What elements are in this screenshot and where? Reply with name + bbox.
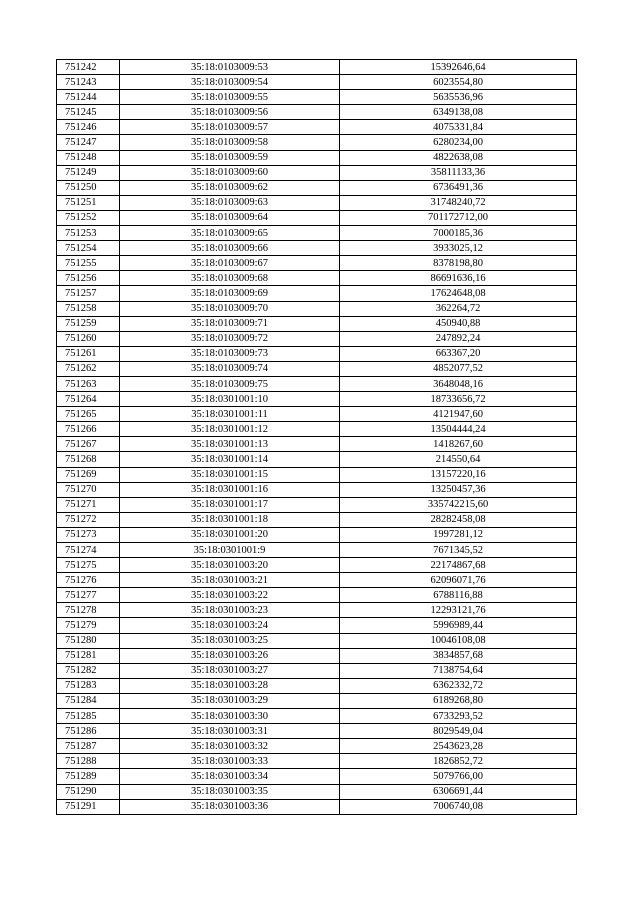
row-number-cell: 751252 [57, 210, 120, 225]
table-row [57, 588, 577, 603]
cadastral-number-cell: 35:18:0301001:16 [120, 482, 340, 497]
value-cell: 12293121,76 [340, 603, 577, 618]
table-row [57, 316, 577, 331]
value-cell: 1997281,12 [340, 527, 577, 542]
row-number-cell: 751271 [57, 497, 120, 512]
row-number-cell: 751270 [57, 482, 120, 497]
value-cell: 6280234,00 [340, 135, 577, 150]
cadastral-number-cell: 35:18:0103009:70 [120, 301, 340, 316]
cadastral-number-cell: 35:18:0103009:57 [120, 120, 340, 135]
table-row [57, 271, 577, 286]
table-body [57, 60, 577, 815]
table-row [57, 210, 577, 225]
value-cell: 1826852,72 [340, 754, 577, 769]
row-number-cell: 751253 [57, 226, 120, 241]
row-number-cell: 751285 [57, 709, 120, 724]
value-cell: 8378198,80 [340, 256, 577, 271]
cadastral-number-cell: 35:18:0301003:20 [120, 558, 340, 573]
value-cell: 362264,72 [340, 301, 577, 316]
row-number-cell: 751251 [57, 195, 120, 210]
table-row [57, 286, 577, 301]
row-number-cell: 751269 [57, 467, 120, 482]
row-number-cell: 751247 [57, 135, 120, 150]
cadastral-number-cell: 35:18:0103009:68 [120, 271, 340, 286]
cadastral-number-cell: 35:18:0301003:29 [120, 693, 340, 708]
table-row [57, 799, 577, 814]
cadastral-number-cell: 35:18:0301003:27 [120, 663, 340, 678]
row-number-cell: 751258 [57, 301, 120, 316]
table-row [57, 195, 577, 210]
cadastral-number-cell: 35:18:0301003:36 [120, 799, 340, 814]
row-number-cell: 751288 [57, 754, 120, 769]
row-number-cell: 751284 [57, 693, 120, 708]
value-cell: 7138754,64 [340, 663, 577, 678]
table-row [57, 739, 577, 754]
cadastral-number-cell: 35:18:0301001:11 [120, 407, 340, 422]
cadastral-number-cell: 35:18:0103009:54 [120, 75, 340, 90]
row-number-cell: 751281 [57, 648, 120, 663]
row-number-cell: 751256 [57, 271, 120, 286]
value-cell: 35811133,36 [340, 165, 577, 180]
value-cell: 86691636,16 [340, 271, 577, 286]
cadastral-number-cell: 35:18:0103009:60 [120, 165, 340, 180]
row-number-cell: 751273 [57, 527, 120, 542]
table-row [57, 648, 577, 663]
cadastral-number-cell: 35:18:0103009:59 [120, 150, 340, 165]
row-number-cell: 751264 [57, 392, 120, 407]
value-cell: 6023554,80 [340, 75, 577, 90]
table-row [57, 150, 577, 165]
cadastral-number-cell: 35:18:0301003:21 [120, 573, 340, 588]
cadastral-number-cell: 35:18:0103009:67 [120, 256, 340, 271]
value-cell: 17624648,08 [340, 286, 577, 301]
cadastral-number-cell: 35:18:0103009:58 [120, 135, 340, 150]
cadastral-number-cell: 35:18:0301003:31 [120, 724, 340, 739]
table-row [57, 663, 577, 678]
value-cell: 18733656,72 [340, 392, 577, 407]
table-row [57, 754, 577, 769]
cadastral-number-cell: 35:18:0103009:73 [120, 346, 340, 361]
row-number-cell: 751262 [57, 361, 120, 376]
table-row [57, 90, 577, 105]
table-row [57, 376, 577, 391]
row-number-cell: 751255 [57, 256, 120, 271]
row-number-cell: 751274 [57, 543, 120, 558]
cadastral-number-cell: 35:18:0301001:10 [120, 392, 340, 407]
row-number-cell: 751243 [57, 75, 120, 90]
cadastral-number-cell: 35:18:0301003:28 [120, 678, 340, 693]
table-row [57, 769, 577, 784]
cadastral-number-cell: 35:18:0301003:34 [120, 769, 340, 784]
table-row [57, 346, 577, 361]
table-row [57, 482, 577, 497]
cadastral-number-cell: 35:18:0103009:71 [120, 316, 340, 331]
value-cell: 4852077,52 [340, 361, 577, 376]
table-row [57, 724, 577, 739]
value-cell: 6349138,08 [340, 105, 577, 120]
value-cell: 13250457,36 [340, 482, 577, 497]
cadastral-number-cell: 35:18:0301003:24 [120, 618, 340, 633]
cadastral-number-cell: 35:18:0301001:17 [120, 497, 340, 512]
row-number-cell: 751259 [57, 316, 120, 331]
table-row [57, 543, 577, 558]
value-cell: 6788116,88 [340, 588, 577, 603]
value-cell: 3933025,12 [340, 241, 577, 256]
cadastral-number-cell: 35:18:0103009:55 [120, 90, 340, 105]
cadastral-number-cell: 35:18:0103009:65 [120, 226, 340, 241]
value-cell: 2543623,28 [340, 739, 577, 754]
row-number-cell: 751282 [57, 663, 120, 678]
row-number-cell: 751266 [57, 422, 120, 437]
table-row [57, 558, 577, 573]
row-number-cell: 751245 [57, 105, 120, 120]
cadastral-number-cell: 35:18:0301003:22 [120, 588, 340, 603]
row-number-cell: 751278 [57, 603, 120, 618]
table-row [57, 256, 577, 271]
value-cell: 335742215,60 [340, 497, 577, 512]
cadastral-number-cell: 35:18:0301003:25 [120, 633, 340, 648]
value-cell: 62096071,76 [340, 573, 577, 588]
cadastral-number-cell: 35:18:0103009:64 [120, 210, 340, 225]
table-row [57, 633, 577, 648]
value-cell: 5996989,44 [340, 618, 577, 633]
row-number-cell: 751287 [57, 739, 120, 754]
table-row [57, 165, 577, 180]
row-number-cell: 751248 [57, 150, 120, 165]
row-number-cell: 751267 [57, 437, 120, 452]
table-row [57, 331, 577, 346]
value-cell: 701172712,00 [340, 210, 577, 225]
cadastral-number-cell: 35:18:0301001:15 [120, 467, 340, 482]
table-row [57, 361, 577, 376]
table-row [57, 437, 577, 452]
value-cell: 450940,88 [340, 316, 577, 331]
row-number-cell: 751249 [57, 165, 120, 180]
table-row [57, 618, 577, 633]
row-number-cell: 751246 [57, 120, 120, 135]
row-number-cell: 751257 [57, 286, 120, 301]
row-number-cell: 751261 [57, 346, 120, 361]
row-number-cell: 751280 [57, 633, 120, 648]
row-number-cell: 751283 [57, 678, 120, 693]
row-number-cell: 751289 [57, 769, 120, 784]
value-cell: 1418267,60 [340, 437, 577, 452]
row-number-cell: 751286 [57, 724, 120, 739]
cadastral-number-cell: 35:18:0103009:63 [120, 195, 340, 210]
value-cell: 7671345,52 [340, 543, 577, 558]
table-row [57, 407, 577, 422]
value-cell: 3834857,68 [340, 648, 577, 663]
cadastral-number-cell: 35:18:0301001:18 [120, 512, 340, 527]
value-cell: 6189268,80 [340, 693, 577, 708]
cadastral-number-cell: 35:18:0103009:53 [120, 60, 340, 75]
table-row [57, 392, 577, 407]
row-number-cell: 751290 [57, 784, 120, 799]
cadastral-number-cell: 35:18:0103009:75 [120, 376, 340, 391]
value-cell: 6362332,72 [340, 678, 577, 693]
cadastral-number-cell: 35:18:0103009:69 [120, 286, 340, 301]
value-cell: 28282458,08 [340, 512, 577, 527]
row-number-cell: 751272 [57, 512, 120, 527]
row-number-cell: 751277 [57, 588, 120, 603]
value-cell: 5079766,00 [340, 769, 577, 784]
table-row [57, 135, 577, 150]
table-row [57, 527, 577, 542]
table-row [57, 467, 577, 482]
value-cell: 4075331,84 [340, 120, 577, 135]
cadastral-number-cell: 35:18:0301003:26 [120, 648, 340, 663]
cadastral-number-cell: 35:18:0301001:12 [120, 422, 340, 437]
value-cell: 22174867,68 [340, 558, 577, 573]
table-row [57, 241, 577, 256]
value-cell: 6733293,52 [340, 709, 577, 724]
table-row [57, 105, 577, 120]
table-row [57, 452, 577, 467]
cadastral-number-cell: 35:18:0103009:56 [120, 105, 340, 120]
table-row [57, 603, 577, 618]
value-cell: 10046108,08 [340, 633, 577, 648]
row-number-cell: 751254 [57, 241, 120, 256]
table-row [57, 226, 577, 241]
row-number-cell: 751275 [57, 558, 120, 573]
row-number-cell: 751242 [57, 60, 120, 75]
table-row [57, 180, 577, 195]
table-row [57, 75, 577, 90]
row-number-cell: 751250 [57, 180, 120, 195]
cadastral-number-cell: 35:18:0301001:13 [120, 437, 340, 452]
cadastral-number-cell: 35:18:0301001:9 [120, 543, 340, 558]
table-row [57, 120, 577, 135]
value-cell: 6736491,36 [340, 180, 577, 195]
table-row [57, 709, 577, 724]
table-row [57, 422, 577, 437]
value-cell: 13157220,16 [340, 467, 577, 482]
value-cell: 214550,64 [340, 452, 577, 467]
row-number-cell: 751279 [57, 618, 120, 633]
value-cell: 31748240,72 [340, 195, 577, 210]
row-number-cell: 751276 [57, 573, 120, 588]
table-row [57, 573, 577, 588]
row-number-cell: 751260 [57, 331, 120, 346]
table-row [57, 301, 577, 316]
value-cell: 8029549,04 [340, 724, 577, 739]
row-number-cell: 751263 [57, 376, 120, 391]
cadastral-value-table [56, 59, 577, 815]
table-row [57, 678, 577, 693]
table-row [57, 784, 577, 799]
value-cell: 6306691,44 [340, 784, 577, 799]
value-cell: 7006740,08 [340, 799, 577, 814]
cadastral-number-cell: 35:18:0301003:35 [120, 784, 340, 799]
table-row [57, 60, 577, 75]
cadastral-number-cell: 35:18:0301003:30 [120, 709, 340, 724]
value-cell: 247892,24 [340, 331, 577, 346]
value-cell: 13504444,24 [340, 422, 577, 437]
table-row [57, 693, 577, 708]
value-cell: 15392646,64 [340, 60, 577, 75]
table-row [57, 497, 577, 512]
cadastral-number-cell: 35:18:0301001:14 [120, 452, 340, 467]
cadastral-number-cell: 35:18:0103009:66 [120, 241, 340, 256]
cadastral-number-cell: 35:18:0301003:33 [120, 754, 340, 769]
row-number-cell: 751244 [57, 90, 120, 105]
table-row [57, 512, 577, 527]
row-number-cell: 751268 [57, 452, 120, 467]
value-cell: 4121947,60 [340, 407, 577, 422]
cadastral-number-cell: 35:18:0103009:62 [120, 180, 340, 195]
value-cell: 5635536,96 [340, 90, 577, 105]
value-cell: 3648048,16 [340, 376, 577, 391]
cadastral-number-cell: 35:18:0103009:74 [120, 361, 340, 376]
cadastral-number-cell: 35:18:0103009:72 [120, 331, 340, 346]
cadastral-number-cell: 35:18:0301003:32 [120, 739, 340, 754]
value-cell: 663367,20 [340, 346, 577, 361]
row-number-cell: 751291 [57, 799, 120, 814]
value-cell: 4822638,08 [340, 150, 577, 165]
cadastral-number-cell: 35:18:0301001:20 [120, 527, 340, 542]
value-cell: 7000185,36 [340, 226, 577, 241]
cadastral-number-cell: 35:18:0301003:23 [120, 603, 340, 618]
row-number-cell: 751265 [57, 407, 120, 422]
